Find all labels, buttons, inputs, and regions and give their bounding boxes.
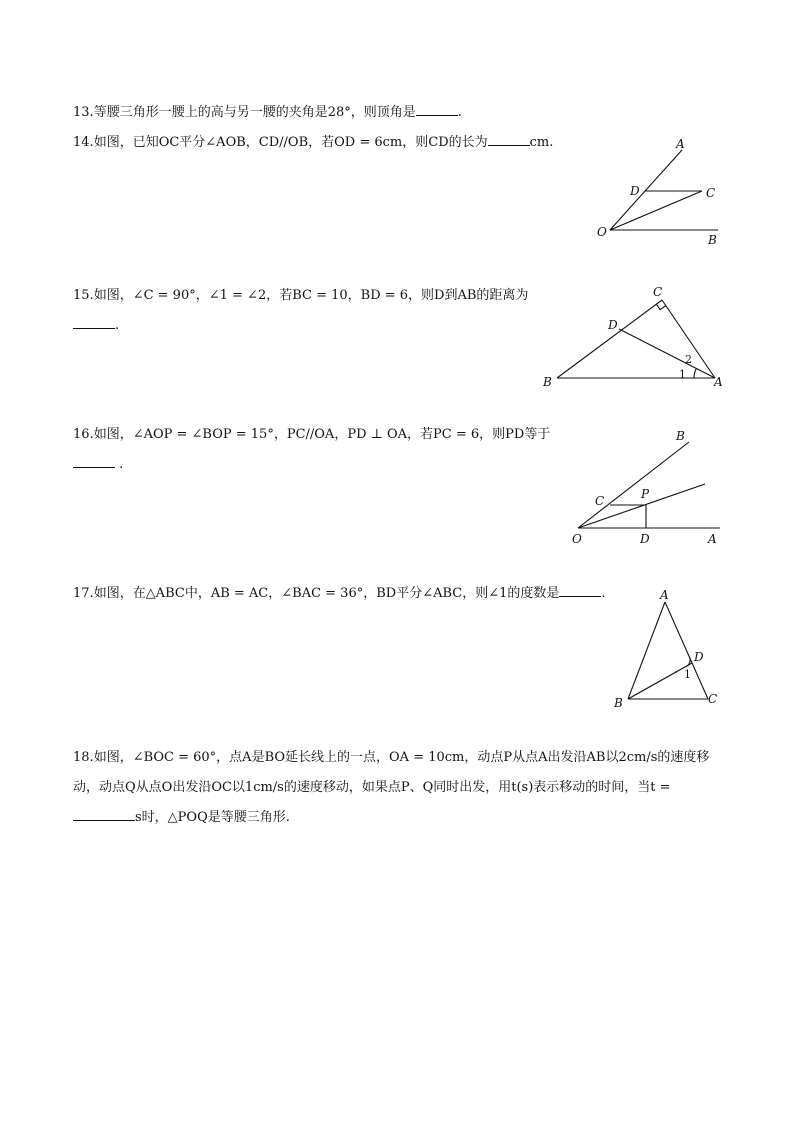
segment-oc <box>610 191 702 230</box>
question-number: 14. <box>73 135 94 150</box>
answer-blank[interactable] <box>559 583 601 597</box>
segment-ad <box>619 329 715 378</box>
answer-blank[interactable] <box>73 807 135 821</box>
label-angle-2: 2 <box>685 353 692 366</box>
angle-arc <box>694 369 696 379</box>
label-b: B <box>676 429 685 443</box>
question-18 <box>73 743 709 833</box>
question-text-end: . <box>601 586 606 601</box>
question-number: 16. <box>73 427 94 442</box>
label-c: C <box>706 186 716 200</box>
question-text: 等腰三角形一腰上的高与另一腰的夹角是28°，则顶角是 <box>93 105 416 120</box>
question-text-end: . <box>119 457 124 472</box>
question-text: 如图，在△ABC中，AB = AC，∠BAC = 36°，BD平分∠ABC，则∠1的度数是 <box>93 586 560 601</box>
label-d: D <box>694 650 704 664</box>
label-d: D <box>630 184 640 198</box>
segment-bc <box>557 300 662 378</box>
question-text-line2: 动，动点Q从点O出发沿OC以1cm/s的速度移动，如果点P、Q同时出发，用t(s)表示移动的时间，当t = <box>73 780 671 795</box>
question-text-end: . <box>457 105 462 120</box>
segment-ab <box>628 602 665 699</box>
question-16 <box>73 420 550 480</box>
answer-blank[interactable] <box>73 454 115 468</box>
label-p: P <box>641 487 650 501</box>
label-a: A <box>676 137 685 151</box>
ray-ob <box>578 442 689 528</box>
figure-q16 <box>565 425 730 550</box>
question-text-line3: s时，△POQ是等腰三角形. <box>135 810 290 825</box>
label-c: C <box>653 285 663 299</box>
label-angle-1: 1 <box>679 368 686 381</box>
label-c: C <box>708 692 718 706</box>
answer-blank[interactable] <box>416 102 458 116</box>
ray-oa <box>610 150 682 230</box>
question-14 <box>73 128 553 158</box>
label-o: O <box>597 225 607 239</box>
label-c: C <box>595 494 605 508</box>
question-13 <box>73 98 462 128</box>
question-text-line1: 如图，∠BOC = 60°，点A是BO延长线上的一点，OA = 10cm，动点P从点A出发沿AB以2cm/s的速度移 <box>93 750 710 765</box>
label-a: A <box>714 375 723 389</box>
label-o: O <box>572 532 582 546</box>
question-number: 18. <box>73 750 94 765</box>
label-a: A <box>660 588 669 602</box>
label-a: A <box>708 532 717 546</box>
segment-bd <box>628 663 692 699</box>
label-angle-1: 1 <box>684 668 691 681</box>
label-d: D <box>640 532 650 546</box>
figure-q15 <box>540 283 730 391</box>
question-number: 17. <box>73 586 94 601</box>
question-17 <box>73 579 606 609</box>
question-text: 如图，∠C = 90°，∠1 = ∠2，若BC = 10，BD = 6，则D到AB的距离为 <box>93 288 529 303</box>
question-text-end: cm. <box>529 135 554 150</box>
question-text-end: . <box>115 318 120 333</box>
label-d: D <box>608 318 618 332</box>
figure-q14 <box>590 135 730 250</box>
label-b: B <box>708 233 717 247</box>
angle-arc <box>686 657 691 667</box>
figure-q17 <box>605 585 730 715</box>
right-angle-mark <box>656 304 666 309</box>
answer-blank[interactable] <box>73 315 115 329</box>
label-b: B <box>543 375 552 389</box>
label-b: B <box>614 696 623 710</box>
question-15 <box>73 281 528 341</box>
question-number: 15. <box>73 288 94 303</box>
answer-blank[interactable] <box>488 132 530 146</box>
question-text: 如图，∠AOP = ∠BOP = 15°，PC//OA，PD ⊥ OA，若PC = 6，则PD等于 <box>93 427 551 442</box>
segment-ca <box>662 300 715 378</box>
question-number: 13. <box>73 105 94 120</box>
question-text: 如图，已知OC平分∠AOB，CD//OB，若OD = 6cm，则CD的长为 <box>93 135 488 150</box>
